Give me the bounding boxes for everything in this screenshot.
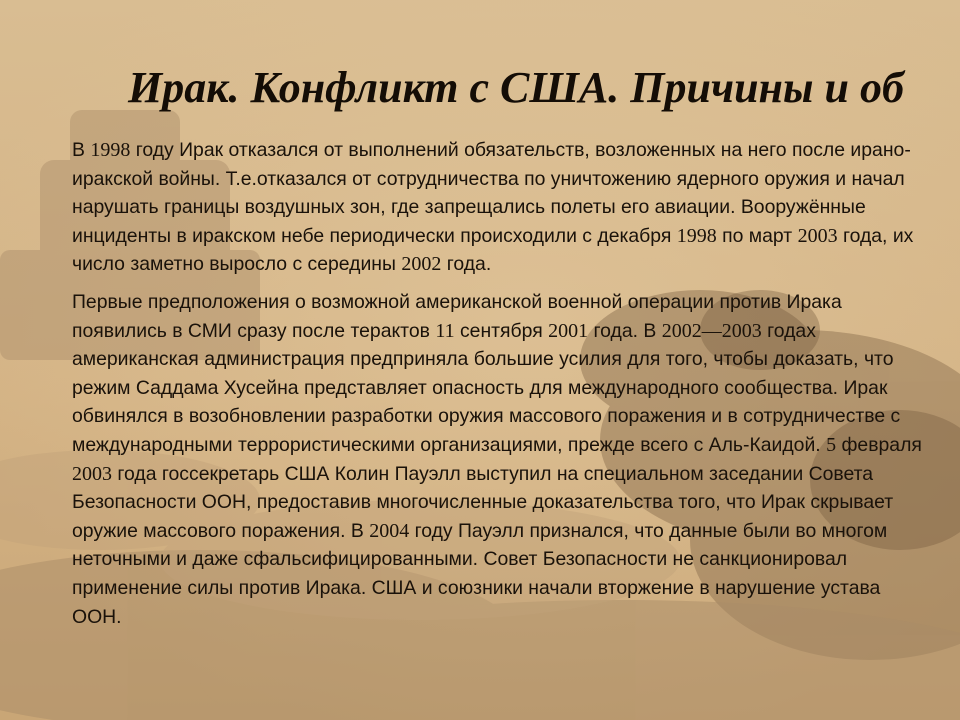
number-text: 2002—2003 [661,319,762,342]
text-segment: году Ирак отказался от выполнений обязательств, возложенных на него после ирано-иракской войны. Т.е.отказался от сотрудничества по уничтожению ядерного оружия и начал нарушать границы воздушных зон, где запрещались полеты его авиации. Вооружённые инциденты в иракском небе периодически происходили с декабря [72,139,911,247]
number-text: 2003 [72,462,112,485]
paragraph-1 [72,136,922,279]
number-text: 1998 [90,139,131,161]
text-segment: года госсекретарь США Колин Пауэлл выступил на специальном заседании Совета Безопасности ООН, предоставив многочисленные доказательства того, что Ирак скрывает оружие массового поражения. В [72,462,894,542]
text-segment: года, их число заметно выросло с середины [72,224,914,276]
text-segment: сентября [454,319,549,342]
text-segment: по март [716,224,798,247]
number-text: 2001 [548,319,589,342]
slide-body [72,136,922,640]
number-text: 1998 [676,224,717,247]
text-segment: года. В [588,319,662,342]
text-segment: февраля [836,433,922,456]
paragraph-2 [72,288,922,631]
text-segment: Первые предположения о возможной американской военной операции против Ирака появились в СМИ сразу после терактов [72,290,842,342]
number-text: 2004 [369,519,410,542]
text-segment: годах американская администрация предприняла большие усилия для того, чтобы доказать, что режим Саддама Хусейна представляет опасность для международного сообщества. Ирак обвинялся в возобновлении разработки оружия массового поражения и в сотрудничестве с международными террористическими организациями, прежде всего с Аль-Каидой. [72,319,901,456]
text-segment: году Пауэлл признался, что данные были во многом неточными и даже сфальсифицированными. Совет Безопасности не санкционировал применение силы против Ирака. США и союзники начали вторжение в нарушение устава ООН. [72,519,888,628]
number-text: 2002 [401,253,442,276]
number-text: 5 [826,433,837,456]
number-text: 2003 [797,224,838,247]
text-segment: года. [441,253,492,276]
number-text: 11 [435,319,455,342]
slide-title: Ирак. Конфликт с США. Причины и об [128,63,904,112]
text-segment: В [72,139,91,161]
